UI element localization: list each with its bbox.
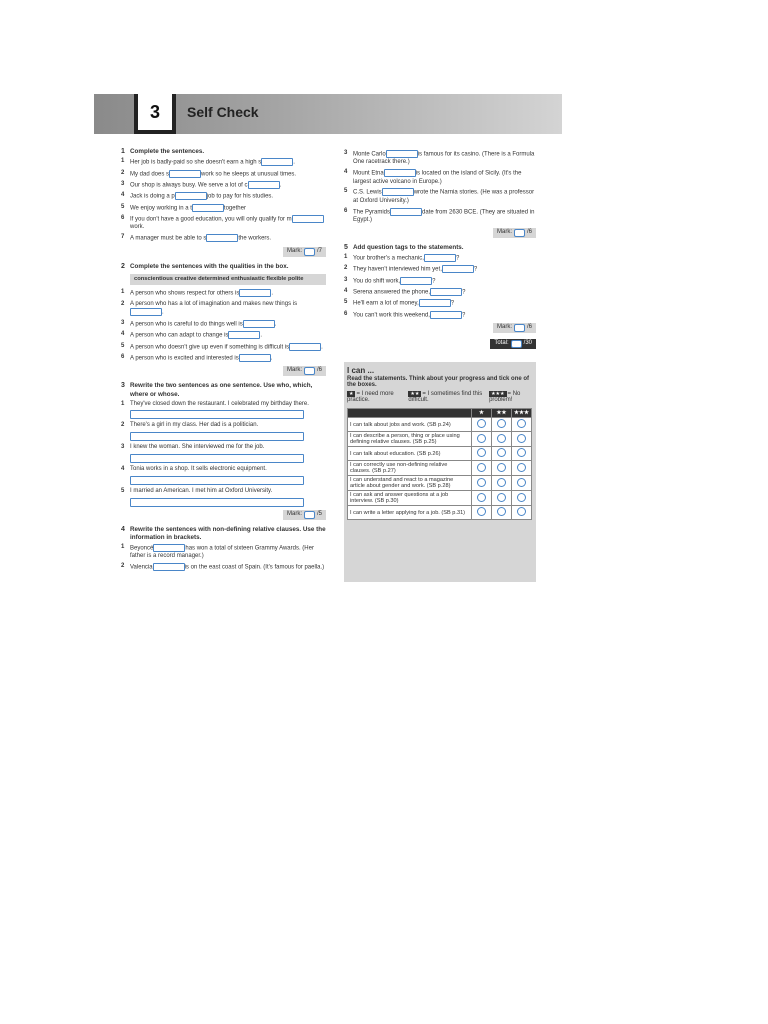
item-text: I knew the woman. She interviewed me for the job. <box>130 444 265 451</box>
rating-circle[interactable] <box>477 448 486 457</box>
rating-cell <box>491 476 511 491</box>
rating-circle[interactable] <box>497 507 506 516</box>
i-can-panel <box>344 362 536 582</box>
statement-cell: I can ask and answer questions at a job interview. (SB p.30) <box>348 491 472 506</box>
i-can-row <box>348 447 532 461</box>
item-text-start: We enjoy working in a t <box>130 205 192 212</box>
item-text-start: A manager must be able to s <box>130 235 207 242</box>
item-text-end: . <box>321 344 323 351</box>
exercise-item <box>121 170 326 179</box>
section-1-heading: 1 Complete the sentences. <box>121 148 205 155</box>
section-5-heading: 5 Add question tags to the statements. <box>344 243 464 251</box>
rating-circle[interactable] <box>517 434 526 443</box>
exercise-item <box>121 215 326 232</box>
item-text-end: ? <box>450 300 455 307</box>
rating-cell <box>491 491 511 506</box>
rating-circle[interactable] <box>517 463 526 472</box>
item-text-start: Monte Carlo <box>353 151 386 158</box>
statement-cell: I can understand and react to a magazine article about gender and work. (SB p.28) <box>348 476 472 491</box>
rating-circle[interactable] <box>517 507 526 516</box>
rating-circle[interactable] <box>517 478 526 487</box>
answer-line[interactable] <box>130 476 304 485</box>
item-text-start: A person who is careful to do things well is <box>130 321 243 328</box>
item-number: 5 <box>121 342 125 349</box>
rating-cell <box>471 447 491 461</box>
answer-blank[interactable] <box>206 234 238 242</box>
rating-circle[interactable] <box>477 478 486 487</box>
item-text-end: . <box>271 290 274 297</box>
item-text: There's a girl in my class. Her dad is a politician. <box>130 422 259 429</box>
answer-blank[interactable] <box>382 188 414 196</box>
statement-cell: I can correctly use non-defining relative clauses. (SB p.27) <box>348 461 472 476</box>
rating-cell <box>491 418 511 432</box>
exercise-item <box>344 208 536 225</box>
rating-circle[interactable] <box>517 493 526 502</box>
item-text-start: Beyoncé <box>130 545 154 552</box>
item-text-end: wrote the Narnia stories. (He was a professor at Oxford University.) <box>353 189 535 204</box>
rating-circle[interactable] <box>477 463 486 472</box>
statement-cell: I can talk about education. (SB p.26) <box>348 447 472 461</box>
item-number: 1 <box>344 253 348 260</box>
item-number: 1 <box>121 400 125 407</box>
answer-blank[interactable] <box>192 204 224 212</box>
page-title: Self Check <box>187 104 259 120</box>
i-can-row <box>348 461 532 476</box>
total-input[interactable] <box>511 340 522 348</box>
answer-blank[interactable] <box>430 288 462 296</box>
total-mark: Total: /30 <box>344 339 536 349</box>
item-text-end: is on the east coast of Spain. (It's famous for paella.) <box>184 564 325 571</box>
section-4-heading: 4 Rewrite the sentences with non-defining relative clauses. Use the information in brackets. <box>121 525 326 541</box>
item-text-start: A person who doesn't give up even if something is difficult is <box>130 344 290 351</box>
exercise-item <box>344 299 536 308</box>
item-text-start: A person who shows respect for others is <box>130 290 240 297</box>
answer-blank[interactable] <box>243 320 275 328</box>
item-text: I married an American. I met him at Oxford University. <box>130 487 273 494</box>
item-number: 5 <box>344 299 348 306</box>
exercise-item <box>121 289 326 298</box>
answer-blank[interactable] <box>292 215 324 223</box>
exercise-item <box>121 331 326 340</box>
answer-line[interactable] <box>130 498 304 507</box>
exercise-item <box>121 563 326 572</box>
item-text-end: . <box>279 182 282 189</box>
exercise-item <box>344 169 536 186</box>
exercise-item <box>121 158 326 167</box>
rating-column-header: ★★★ <box>511 409 531 418</box>
item-number: 6 <box>121 215 125 222</box>
rating-circle[interactable] <box>477 419 486 428</box>
rating-circle[interactable] <box>497 478 506 487</box>
answer-blank[interactable] <box>390 208 422 216</box>
item-text-start: Jack is doing a p <box>130 193 175 200</box>
mark-input[interactable] <box>304 367 315 375</box>
rating-column-header: ★ <box>471 409 491 418</box>
rating-cell <box>511 491 531 506</box>
item-text-end: ? <box>473 266 478 273</box>
rating-circle[interactable] <box>497 419 506 428</box>
section-4-mark: Mark: /6 <box>344 228 536 238</box>
rating-cell <box>471 418 491 432</box>
item-text-start: If you don't have a good education, you will only qualify for m <box>130 216 292 223</box>
rating-key <box>344 388 536 406</box>
rating-cell <box>511 476 531 491</box>
rating-circle[interactable] <box>497 493 506 502</box>
mark-input[interactable] <box>304 511 315 519</box>
rating-circle[interactable] <box>517 419 526 428</box>
item-number: 4 <box>121 192 125 199</box>
key-stars: ★★★ <box>491 391 505 397</box>
item-number: 2 <box>121 563 125 570</box>
item-text-start: The Pyramids <box>353 209 391 216</box>
rating-cell <box>491 447 511 461</box>
item-text-start: Valencia <box>130 564 153 571</box>
i-can-row <box>348 432 532 447</box>
answer-blank[interactable] <box>248 181 280 189</box>
left-column <box>121 148 326 575</box>
item-number: 3 <box>121 444 125 451</box>
item-text-end: ? <box>455 255 460 262</box>
section-2-mark: Mark: /6 <box>121 366 326 376</box>
rating-cell <box>471 491 491 506</box>
item-text-start: Serena answered the phone, <box>353 289 431 296</box>
section-2-heading: 2 Complete the sentences with the qualities in the box. <box>121 262 289 270</box>
item-number: 3 <box>344 276 348 283</box>
key-entry <box>408 391 483 403</box>
mark-input[interactable] <box>304 248 315 256</box>
rating-circle[interactable] <box>497 463 506 472</box>
key-text: = No problem! <box>489 391 521 403</box>
item-text-start: C.S. Lewis <box>353 189 382 196</box>
key-entry <box>489 391 533 403</box>
mark-input[interactable] <box>514 324 525 332</box>
section-3-heading: 3 Rewrite the two sentences as one sentence. Use who, which, where or whose. <box>121 382 313 398</box>
key-stars: ★★ <box>410 391 420 397</box>
rating-circle[interactable] <box>477 507 486 516</box>
statement-cell: I can describe a person, thing or place using defining relative clauses. (SB p.25) <box>348 432 472 447</box>
exercise-item <box>121 320 326 329</box>
unit-number: 3 <box>134 94 176 134</box>
item-text-end: date from 2630 BCE. (They are situated in Egypt.) <box>353 209 535 223</box>
worksheet-page <box>94 94 562 618</box>
item-text-end: . <box>293 159 295 166</box>
rating-cell <box>511 432 531 447</box>
rating-cell <box>491 461 511 476</box>
item-text-start: You can't work this weekend, <box>353 312 430 319</box>
item-text-start: They haven't interviewed him yet, <box>353 266 442 273</box>
item-number: 5 <box>121 203 125 210</box>
item-number: 1 <box>121 158 125 165</box>
i-can-row <box>348 418 532 432</box>
key-stars: ★ <box>349 391 354 397</box>
item-text-end: work. <box>130 224 145 231</box>
rating-cell <box>491 432 511 447</box>
i-can-instruction: Read the statements. Think about your progress and tick one of the boxes. <box>347 376 530 388</box>
item-number: 6 <box>121 353 125 360</box>
exercise-item <box>121 343 326 352</box>
answer-line[interactable] <box>130 454 304 463</box>
item-number: 3 <box>344 150 348 156</box>
exercise-item <box>121 204 326 213</box>
item-text-end: has won a total of sixteen Grammy Awards. (Her father is a record manager.) <box>130 545 314 560</box>
i-can-row <box>348 491 532 506</box>
item-text-start: Our shop is always busy. We serve a lot of c <box>130 182 248 189</box>
right-column <box>344 148 536 355</box>
answer-blank[interactable] <box>289 343 321 351</box>
item-text-start: A person who is excited and interested is <box>130 355 239 362</box>
rating-cell <box>471 461 491 476</box>
answer-blank[interactable] <box>153 544 185 552</box>
item-text-start: Your brother's a mechanic, <box>353 255 424 262</box>
item-number: 7 <box>121 234 125 241</box>
exercise-item <box>344 311 536 320</box>
item-text: They've closed down the restaurant. I celebrated my birthday there. <box>130 400 309 407</box>
rating-circle[interactable] <box>517 448 526 457</box>
rating-circle[interactable] <box>497 448 506 457</box>
exercise-item <box>121 466 326 474</box>
answer-blank[interactable] <box>424 254 456 262</box>
item-number: 2 <box>344 265 348 272</box>
rating-cell <box>511 447 531 461</box>
item-text-start: Her job is badly-paid so she doesn't earn a high s <box>130 159 262 166</box>
rating-cell <box>511 418 531 432</box>
item-text-end: ? <box>461 312 466 319</box>
exercise-item <box>344 277 536 286</box>
item-number: 6 <box>344 310 348 317</box>
answer-blank[interactable] <box>169 170 201 178</box>
item-text-end: . <box>162 310 164 317</box>
item-number: 6 <box>344 207 348 214</box>
rating-cell <box>471 432 491 447</box>
rating-cell <box>491 506 511 520</box>
answer-blank[interactable] <box>386 150 418 158</box>
answer-blank[interactable] <box>400 277 432 285</box>
exercise-item <box>121 444 326 452</box>
answer-blank[interactable] <box>228 331 263 339</box>
item-text-end: . <box>270 355 273 362</box>
item-text-start: My dad does s <box>130 171 170 178</box>
statement-cell: I can write a letter applying for a job. (SB p.31) <box>348 506 472 520</box>
i-can-table <box>347 408 532 520</box>
rating-cell <box>511 461 531 476</box>
answer-blank[interactable] <box>239 289 274 297</box>
statement-header <box>348 409 472 418</box>
item-number: 5 <box>121 487 125 494</box>
answer-blank[interactable] <box>384 169 416 177</box>
answer-blank[interactable] <box>430 311 462 319</box>
item-text-start: He'll earn a lot of money, <box>353 300 419 307</box>
item-text-end: ? <box>432 278 436 285</box>
statement-cell: I can talk about jobs and work. (SB p.24) <box>348 418 472 432</box>
answer-blank[interactable] <box>175 192 207 200</box>
exercise-item <box>344 254 536 263</box>
exercise-item <box>344 188 536 205</box>
exercise-item <box>121 354 326 363</box>
item-text-end: work so he sleeps at unusual times. <box>201 171 297 178</box>
item-number: 2 <box>121 300 125 307</box>
item-number: 1 <box>121 289 125 296</box>
item-text-end: . <box>260 332 263 339</box>
word-box: conscientious creative determined enthusiastic flexible polite <box>130 274 326 286</box>
exercise-item <box>121 301 326 318</box>
item-number: 4 <box>121 331 125 338</box>
i-can-row <box>348 476 532 491</box>
item-text-end: ? <box>462 289 466 296</box>
section-1-mark: Mark: /7 <box>121 247 326 257</box>
item-number: 2 <box>121 169 125 176</box>
item-text-start: A person who can adapt to change is <box>130 332 229 339</box>
item-number: 4 <box>344 169 348 176</box>
exercise-item <box>121 422 326 430</box>
item-text-end: is famous for its casino. (There is a Formula One racetrack there.) <box>353 151 535 166</box>
answer-blank[interactable] <box>130 308 162 316</box>
rating-circle[interactable] <box>477 434 486 443</box>
item-number: 3 <box>121 319 125 326</box>
answer-blank[interactable] <box>153 563 185 571</box>
answer-blank[interactable] <box>442 265 474 273</box>
answer-line[interactable] <box>130 432 304 441</box>
answer-line[interactable] <box>130 410 304 419</box>
item-text: Tonia works in a shop. It sells electronic equipment. <box>130 466 267 473</box>
item-text-end: together <box>223 205 246 212</box>
answer-blank[interactable] <box>419 299 451 307</box>
i-can-row <box>348 506 532 520</box>
item-text-start: You do shift work, <box>353 278 401 285</box>
i-can-title: I can ... <box>347 366 375 375</box>
exercise-item <box>121 401 326 409</box>
rating-circle[interactable] <box>477 493 486 502</box>
key-entry <box>347 391 402 403</box>
key-text: = I need more practice. <box>347 391 394 403</box>
exercise-item <box>344 150 536 167</box>
mark-input[interactable] <box>514 229 525 237</box>
exercise-item <box>121 181 326 190</box>
exercise-item <box>121 192 326 201</box>
item-text-end: . <box>274 321 277 328</box>
item-text-end: is located on the island of Sicily. (It's the largest active volcano in Europe.) <box>353 170 522 185</box>
key-text: = I sometimes find this difficult. <box>408 391 483 403</box>
exercise-item <box>344 288 536 297</box>
item-number: 1 <box>121 544 125 551</box>
exercise-item <box>121 488 326 496</box>
answer-blank[interactable] <box>261 158 293 166</box>
item-text-end: job to pay for his studies. <box>206 193 274 200</box>
item-number: 2 <box>121 422 125 429</box>
item-text-start: A person who has a lot of imagination and makes new things is <box>130 300 298 307</box>
section-3-mark: Mark: /5 <box>121 510 326 520</box>
rating-cell <box>511 506 531 520</box>
exercise-item <box>121 544 326 561</box>
section-5-mark: Mark: /6 <box>344 323 536 333</box>
item-text-end: the workers. <box>238 235 272 242</box>
item-number: 4 <box>121 466 125 473</box>
rating-circle[interactable] <box>497 434 506 443</box>
answer-blank[interactable] <box>239 354 271 362</box>
exercise-item <box>344 265 536 274</box>
rating-cell <box>471 476 491 491</box>
item-number: 3 <box>121 180 125 187</box>
exercise-item <box>121 234 326 243</box>
item-number: 4 <box>344 287 348 294</box>
rating-column-header: ★★ <box>491 409 511 418</box>
item-number: 5 <box>344 188 348 195</box>
item-text-start: Mount Etna <box>353 170 384 177</box>
rating-cell <box>471 506 491 520</box>
